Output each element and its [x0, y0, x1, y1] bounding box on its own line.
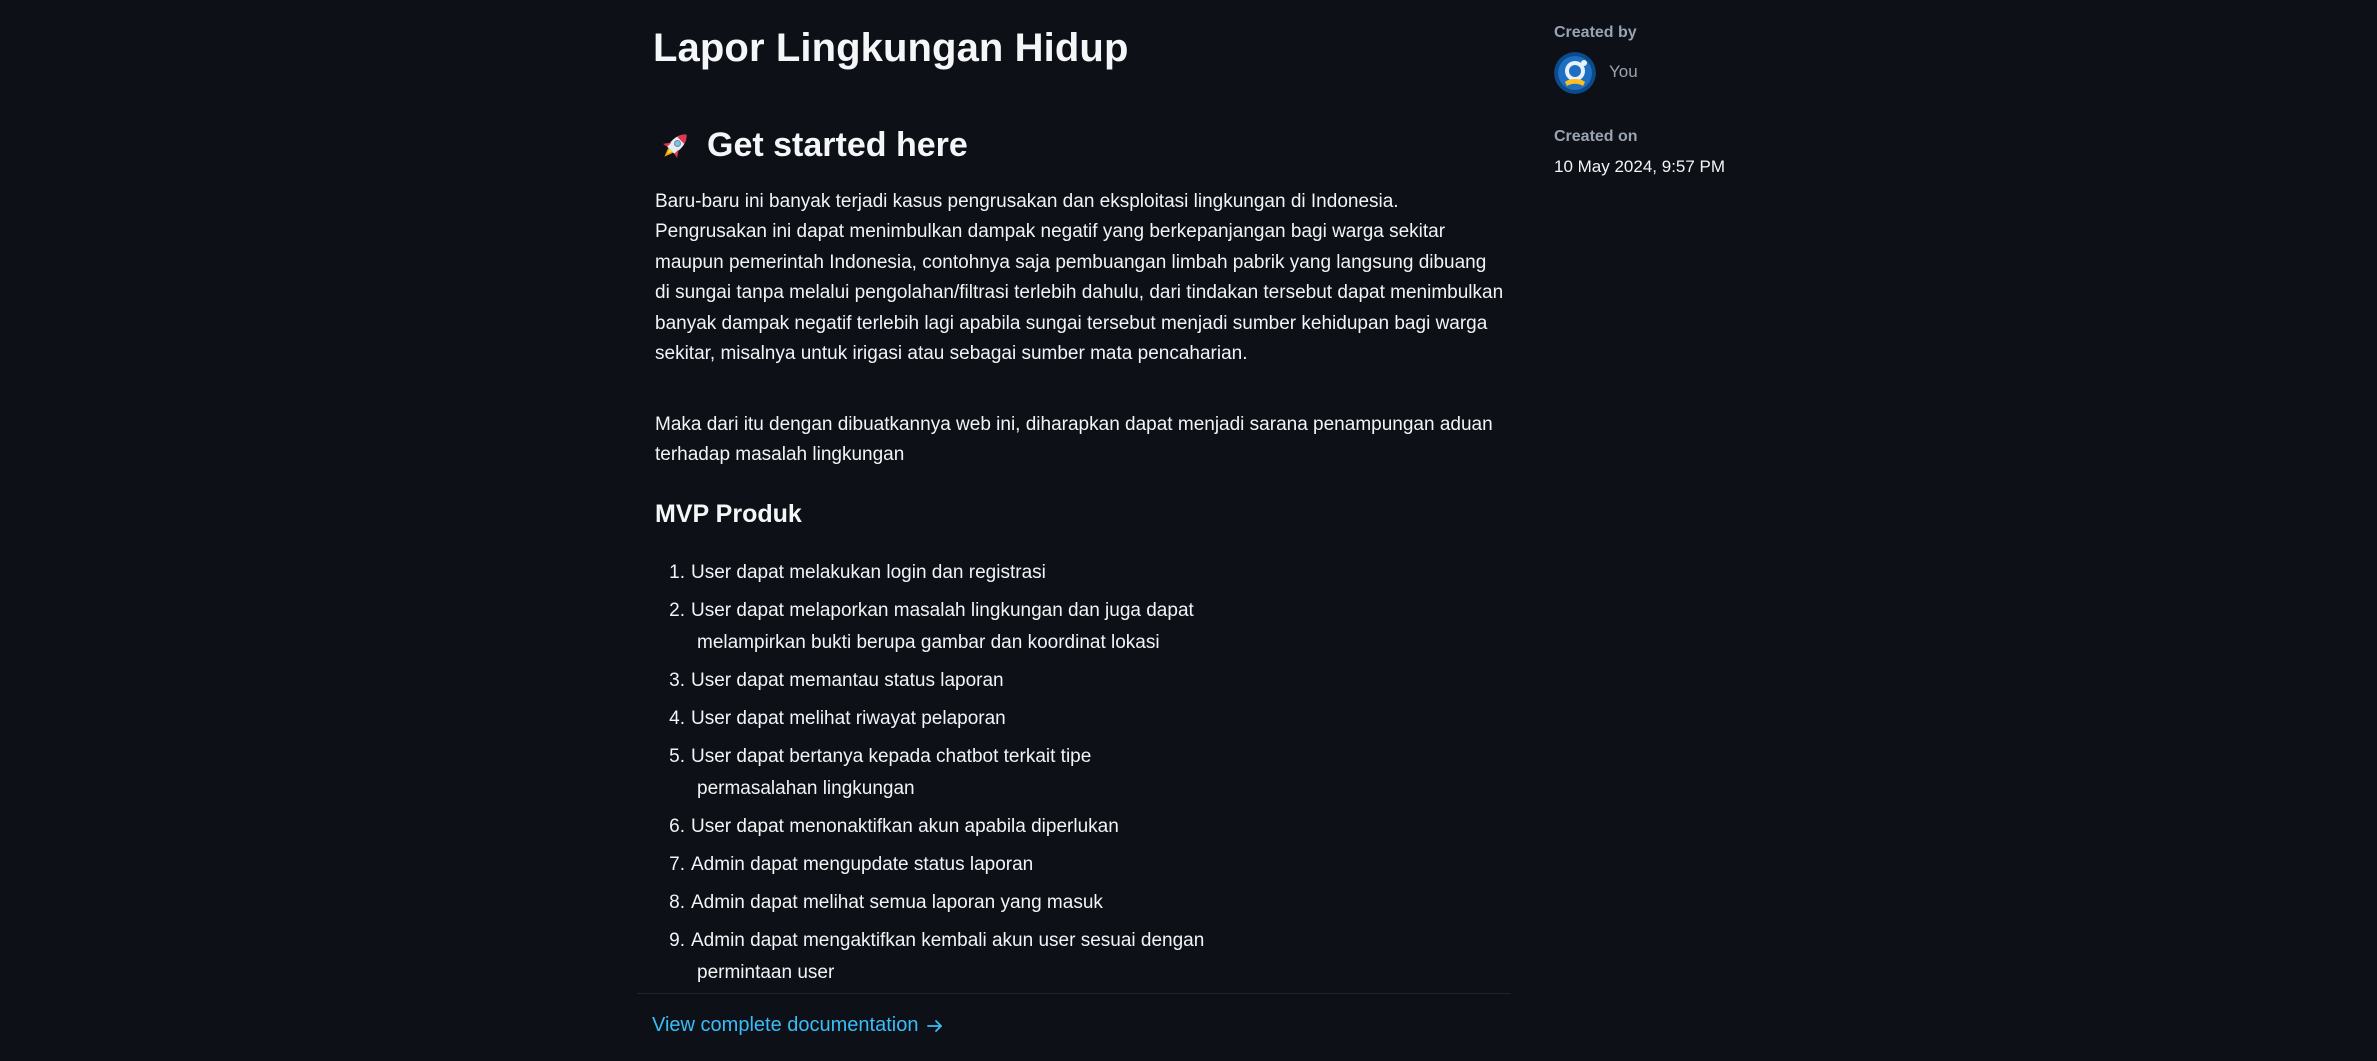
list-item: [655, 557, 1355, 589]
creator-name: You: [1609, 62, 1638, 81]
view-documentation-link[interactable]: [652, 1014, 945, 1037]
list-item-line: User dapat bertanya kepada chatbot terkait tipe: [691, 746, 1092, 767]
intro-paragraph-2: Maka dari itu dengan dibuatkannya web ini, diharapkan dapat menjadi sarana penampungan aduan terhadap masalah lingkungan: [655, 414, 1493, 466]
mvp-heading: MVP Produk: [655, 500, 802, 528]
list-item-line: Admin dapat mengaktifkan kembali akun user sesuai dengan: [691, 930, 1205, 951]
mvp-list: [655, 557, 1355, 995]
list-item-line: User dapat melihat riwayat pelaporan: [691, 708, 1006, 729]
list-item-line: User dapat melaporkan masalah lingkungan dan juga dapat: [691, 600, 1194, 621]
list-item-number: 7.: [669, 854, 685, 875]
main-content: [637, 0, 1511, 1061]
footer-divider: [637, 993, 1511, 994]
list-item: [655, 595, 1355, 659]
created-on-label: Created on: [1554, 128, 1638, 145]
created-by-label: Created by: [1554, 24, 1637, 41]
list-item: [655, 703, 1355, 735]
list-item: [655, 811, 1355, 843]
view-documentation-label: View complete documentation: [652, 1014, 919, 1036]
list-item-line: Admin dapat mengupdate status laporan: [691, 854, 1034, 875]
list-item: [655, 849, 1355, 881]
list-item-line: User dapat menonaktifkan akun apabila diperlukan: [691, 816, 1119, 837]
list-item: [655, 665, 1355, 697]
list-item: [655, 741, 1355, 805]
intro-paragraph-1: Baru-baru ini banyak terjadi kasus pengrusakan dan eksploitasi lingkungan di Indonesia. Pengrusakan ini dapat menimbulkan dampak negatif yang berkepanjangan bagi warga sekitar maupun pemerintah Indonesia, contohnya saja pembuangan limbah pabrik yang langsung dibuang di sungai tanpa melalui pengolahan/filtrasi terlebih dahulu, dari tindakan tersebut dapat menimbulkan banyak dampak negatif terlebih lagi apabila sungai tersebut menjadi sumber kehidupan bagi warga sekitar, misalnya untuk irigasi atau sebagai sumber mata pencaharian.: [655, 191, 1504, 365]
list-item-text: [691, 665, 1355, 697]
list-item-line: User dapat memantau status laporan: [691, 670, 1004, 691]
arrow-right-icon: [925, 1016, 945, 1036]
rocket-icon: [657, 128, 693, 164]
list-item-number: 6.: [669, 816, 685, 837]
list-item-line: permasalahan lingkungan: [697, 778, 915, 799]
list-item-text: [691, 925, 1355, 989]
list-item-line: melampirkan bukti berupa gambar dan koordinat lokasi: [697, 632, 1160, 653]
list-item-number: 3.: [669, 670, 685, 691]
list-item-line: permintaan user: [697, 962, 835, 983]
get-started-heading-text: Get started here: [707, 126, 968, 164]
list-item-text: [691, 595, 1355, 659]
avatar-icon: [1554, 52, 1596, 94]
created-on-date: 10 May 2024, 9:57 PM: [1554, 157, 1726, 176]
list-item-text: [691, 849, 1355, 881]
list-item-line: User dapat melakukan login dan registrasi: [691, 562, 1046, 583]
list-item-text: [691, 557, 1355, 589]
list-item-number: 9.: [669, 930, 685, 951]
get-started-heading: [657, 126, 968, 165]
list-item-text: [691, 741, 1355, 805]
list-item-number: 8.: [669, 892, 685, 913]
list-item-number: 1.: [669, 562, 685, 583]
list-item: [655, 887, 1355, 919]
list-item-number: 4.: [669, 708, 685, 729]
list-item-text: [691, 811, 1355, 843]
list-item-number: 5.: [669, 746, 685, 767]
page-title: Lapor Lingkungan Hidup: [653, 26, 1129, 70]
list-item-number: 2.: [669, 600, 685, 621]
list-item-text: [691, 703, 1355, 735]
list-item: [655, 925, 1355, 989]
list-item-line: Admin dapat melihat semua laporan yang masuk: [691, 892, 1103, 913]
list-item-text: [691, 887, 1355, 919]
